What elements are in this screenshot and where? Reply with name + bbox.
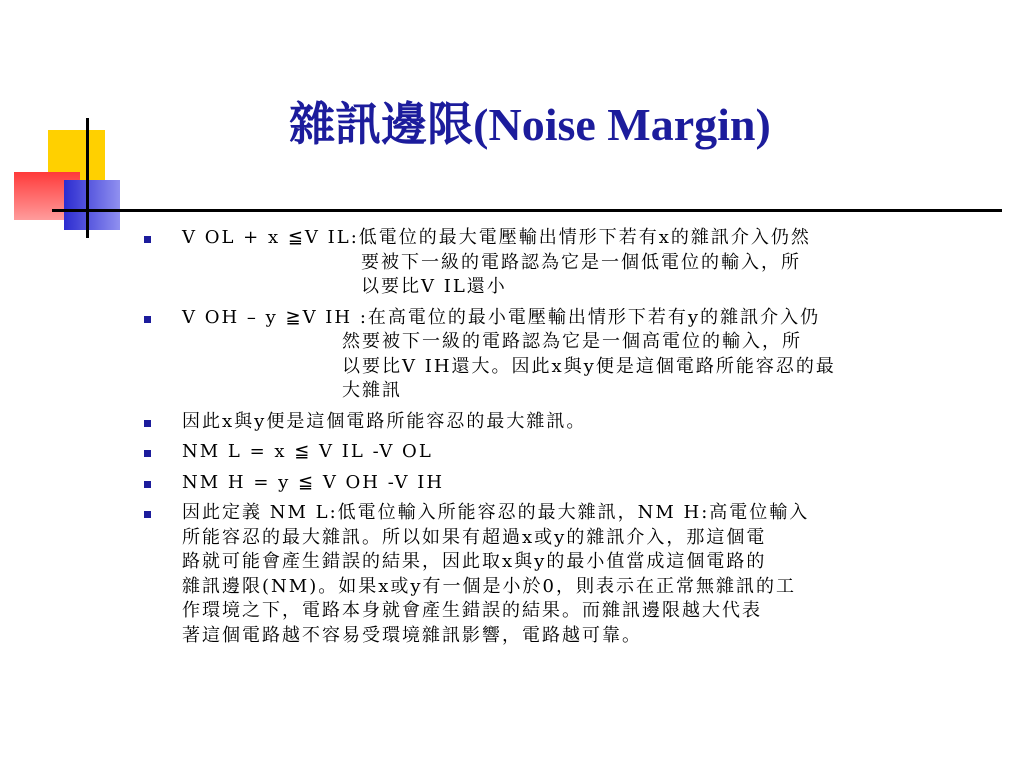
bullet-line: 雜訊邊限(NM)。如果x或y有一個是小於0，則表示在正常無雜訊的工	[182, 575, 796, 597]
vertical-rule	[86, 118, 89, 238]
bullet-line: NM L = x ≦ V IL -V OL	[182, 441, 433, 462]
bullet-line: 大雜訊	[342, 380, 402, 401]
bullet-line: 因此定義 NM L:低電位輸入所能容忍的最大雜訊，NM H:高電位輸入	[182, 502, 810, 523]
bullet-line: 路就可能會產生錯誤的結果，因此取x與y的最小值當成這個電路的	[182, 551, 767, 572]
bullet-line: 著這個電路越不容易受環境雜訊影響，電路越可靠。	[182, 624, 642, 646]
bullet-line: V OH – y ≧V IH :在高電位的最小電壓輸出情形下若有y的雜訊介入仍	[182, 306, 821, 328]
bullet-item-voh	[140, 306, 950, 404]
bullet-line: NM H = y ≦ V OH -V IH	[182, 471, 445, 493]
bullet-line: V OL + x ≦V IL:低電位的最大電壓輸出情形下若有x的雜訊介入仍然	[182, 227, 811, 248]
bullet-item-nml	[140, 440, 950, 465]
bullet-item-tolerance	[140, 410, 950, 435]
blue-square-decoration	[64, 180, 120, 230]
bullet-item-definition	[140, 501, 950, 648]
bullet-line: 以要比V IL還小	[361, 276, 507, 297]
title-underline-rule	[52, 209, 1002, 212]
bullet-line: 然要被下一級的電路認為它是一個高電位的輸入，所	[342, 331, 802, 352]
slide-title: 雜訊邊限(Noise Margin)	[289, 99, 771, 150]
bullet-line: 作環境之下，電路本身就會產生錯誤的結果。而雜訊邊限越大代表	[182, 600, 762, 621]
bullet-item-vol	[140, 226, 950, 300]
bullet-line: 因此x與y便是這個電路所能容忍的最大雜訊。	[182, 410, 587, 432]
bullet-line: 要被下一級的電路認為它是一個低電位的輸入，所	[361, 251, 801, 273]
bullet-line: 所能容忍的最大雜訊。所以如果有超過x或y的雜訊介入，那這個電	[182, 526, 767, 548]
bullet-item-nmh	[140, 471, 950, 496]
bullet-line: 以要比V IH還大。因此x與y便是這個電路所能容忍的最	[342, 355, 836, 377]
bullet-list	[140, 226, 950, 654]
